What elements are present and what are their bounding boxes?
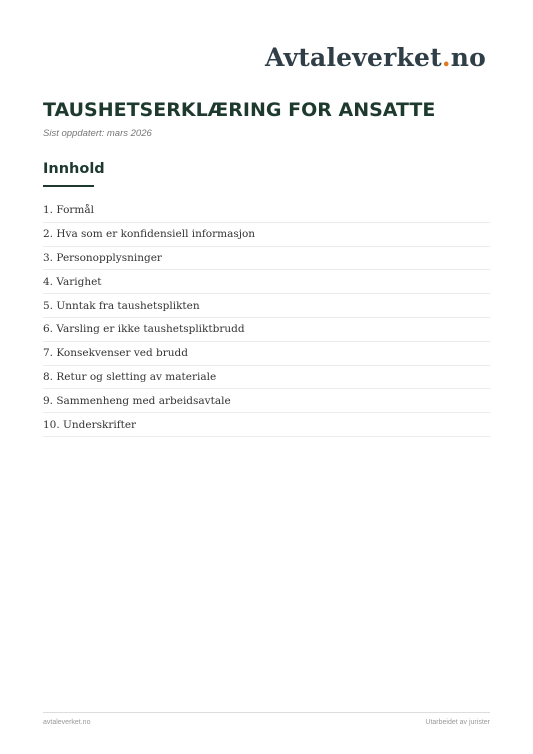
toc-heading-underline: [43, 185, 94, 187]
toc-item-formal[interactable]: 1. Formål: [43, 199, 490, 223]
logo-main-text: Avtaleverket: [264, 43, 442, 72]
toc-item-retur-og-sletting[interactable]: 8. Retur og sletting av materiale: [43, 366, 490, 390]
last-updated-text: Sist oppdatert: mars 2026: [43, 128, 152, 139]
table-of-contents: [43, 199, 490, 437]
brand-logo: [265, 43, 486, 72]
toc-item-underskrifter[interactable]: 10. Underskrifter: [43, 413, 490, 437]
document-title: TAUSHETSERKLÆRING FOR ANSATTE: [43, 99, 436, 121]
toc-item-konsekvenser[interactable]: 7. Konsekvenser ved brudd: [43, 342, 490, 366]
logo-tld-text: no: [450, 43, 486, 72]
logo-dot: .: [441, 43, 451, 72]
footer-credit-text: Utarbeidet av jurister: [425, 719, 490, 726]
toc-item-unntak[interactable]: 5. Unntak fra taushetsplikten: [43, 294, 490, 318]
toc-item-varighet[interactable]: 4. Varighet: [43, 270, 490, 294]
toc-item-personopplysninger[interactable]: 3. Personopplysninger: [43, 247, 490, 271]
toc-item-konfidensiell-informasjon[interactable]: 2. Hva som er konfidensiell informasjon: [43, 223, 490, 247]
toc-item-sammenheng-arbeidsavtale[interactable]: 9. Sammenheng med arbeidsavtale: [43, 389, 490, 413]
toc-item-varsling[interactable]: 6. Varsling er ikke taushetspliktbrudd: [43, 318, 490, 342]
toc-heading: Innhold: [43, 161, 105, 177]
footer-site-text: avtaleverket.no: [43, 719, 91, 726]
footer-divider: [43, 712, 490, 713]
